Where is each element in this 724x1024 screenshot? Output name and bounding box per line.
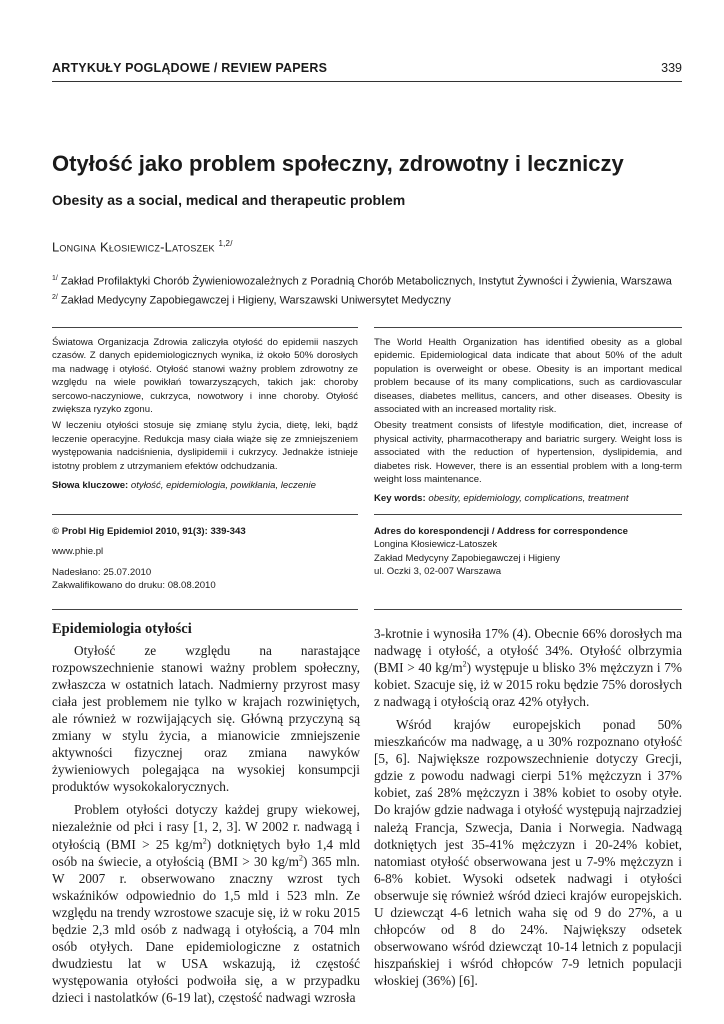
abstract-polish [52, 336, 358, 492]
keywords-pl-values: otyłość, epidemiologia, powikłania, leczenie [130, 480, 316, 492]
body-right-top-rule [374, 609, 682, 610]
body-paragraph-3 [374, 625, 682, 710]
author-name: Longina Kłosiewicz-Latoszek [52, 239, 215, 255]
body-p2-part-c: ) 365 mln. W 2007 r. obserwowano znaczny wzrost tych wskaźników odpowiednio do 1,5 mld i 523 mln. Ze względu na trendy wzrostowe szacuje się, iż w roku 2015 będzie 2,3 mld osób z nadwagą i otyłością, a 704 mln osób otyłych. Dane epidemiologiczne z ostatnich dwudziestu lat w USA wskazują, iż częstość występowania otyłości podwoiła się, a w przypadku dzieci i nastolatków (6-19 lat), częstość nadwagi wzrosła [52, 853, 360, 1005]
author-affiliation-marks: 1,2/ [218, 239, 233, 248]
abstract-pl-paragraph-1: Światowa Organizacja Zdrowia zaliczyła otyłość do epidemii naszych czasów. Z danych epidemiologicznych wynika, iż około 50% dorosłych ma nadwagę i otyłość. Otyłość stanowi ważny problem zdrowotny ze względu na wiele powikłań towarzyszących, takich jak: choroby sercowo-naczyniowe, cukrzyca, nowotwory i inne choroby. Otyłość zwiększa ryzyko zgonu. [52, 337, 358, 416]
abstract-en-paragraph-1: The World Health Organization has identified obesity as a global epidemic. Epidemiological data indicate that about 50% of the adult population is overweight or obese. Obesity is an important medical problem because of its many complications, such as cardiovascular diseases, diabetes mellitus, cancers, and other diseases. Obesity is associated with an increased mortality risk. [374, 337, 682, 416]
body-left-top-rule [52, 609, 358, 610]
header-rule [52, 81, 682, 82]
correspondence-address: ul. Oczki 3, 02-007 Warszawa [374, 566, 502, 578]
body-p2-part-b: ) dotkniętych było 1,4 mld osób na świecie, a otyłością (BMI > 30 kg/m [52, 836, 360, 869]
keywords-en-values: obesity, epidemiology, complications, treatment [428, 493, 629, 505]
abstract-english [374, 336, 682, 506]
affiliation-2-mark: 2/ [52, 293, 58, 301]
superscript-two: 2 [462, 659, 467, 669]
journal-citation: © Probl Hig Epidemiol 2010, 91(3): 339-343 [52, 526, 246, 537]
publication-info [52, 525, 358, 593]
article-subtitle: Obesity as a social, medical and therapeutic problem [52, 192, 406, 208]
keywords-pl-label: Słowa kluczowe: [52, 480, 129, 492]
keywords-en-label: Key words: [374, 493, 426, 505]
meta-right-top-rule [374, 514, 682, 515]
affiliation-1-text: Zakład Profilaktyki Chorób Żywieniowozależnych z Poradnią Chorób Metabolicznych, Instytut Żywności i Żywienia, Warszawa [60, 275, 672, 288]
journal-website[interactable]: www.phie.pl [52, 546, 104, 558]
correspondence-institution: Zakład Medycyny Zapobiegawczej i Higieny [374, 552, 561, 564]
body-paragraph-4: Wśród krajów europejskich ponad 50% mieszkańców ma nadwagę, a u 30% rozpoznano otyłość [5, 6]. Największe rozpowszechnienie dotyczy Grecji, gdzie z powodu nadwagi cierpi 51% mężczyzn i 37% kobiet, zaś 28% mężczyzn i 38% kobiet to osoby otyłe. Do krajów gdzie nadwaga i otyłość występują najrzadziej należą Francja, Szwecja, Dania i Norwegia. Nadwagą dotkniętych jest 35-41% mężczyzn i 20-24% kobiet, natomiast otyłość obserwowana jest u 7-9% mężczyzn i 6-8% kobiet. Wysoki odsetek nadwagi i otyłości obserwuje się również wśród dzieci krajów europejskich. U dziewcząt 4-6 letnich waha się od 9 do 27%, a u chłopców od 8 do 24%. Największy odsetek obserwowano wśród dziewcząt 10-14 letnich z populacji hiszpańskiej i wśród chłopców 7-9 letnich populacji włoskiej (36%) [6]. [374, 717, 682, 988]
affiliations [52, 271, 692, 308]
page-number: 339 [661, 61, 682, 75]
affiliation-1 [52, 271, 692, 290]
affiliation-1-mark: 1/ [52, 275, 58, 282]
abstract-en-top-rule [374, 327, 682, 328]
abstract-pl-top-rule [52, 327, 358, 328]
running-head [52, 61, 682, 81]
affiliation-2-text: Zakład Medycyny Zapobiegawczej i Higieny, Warszawski Uniwersytet Medyczny [60, 294, 451, 307]
author-line [52, 239, 233, 254]
correspondence-title: Adres do korespondencji / Address for correspondence [374, 526, 628, 537]
abstract-en-paragraph-2: Obesity treatment consists of lifestyle modification, diet, increase of physical activity, pharmacotherapy and bariatric surgery. Weight loss is associated with the reduction of hypertension, dyslipidemia, and diabetes risk. However, there is an essential problem with a long-term weight loss maintenance. [374, 420, 682, 486]
body-column-right [374, 625, 682, 995]
body-p3-part-b: ) występuje u blisko 3% mężczyzn i 7% kobiet. Szacuje się, iż w 2015 roku będzie 75% dorosłych z nadwagą i otyłością oraz 42% otyłych. [374, 660, 682, 710]
keywords-en [374, 492, 682, 505]
body-paragraph-1: Otyłość ze względu na narastające rozpowszechnienie stanowi ważny problem społeczny, zwłaszcza w ostatnich latach. Nadmierny przyrost masy ciała jest problemem nie tylko w krajach rozwiniętych, ale również w rozwijających się. Główną przyczyną są zmiany w stylu życia, a mianowicie zmniejszenie aktywności fizycznej oraz zmiana nawyków żywieniowych polegająca na wysokiej konsumpcji produktów wysokokalorycznych. [52, 643, 360, 795]
body-p3-part-a: 3-krotnie i wynosiła 17% (4). Obecnie 66% dorosłych ma nadwagę i otyłość, a otyłość 34%. Otyłość olbrzymia (BMI > 40 kg/m [374, 626, 682, 676]
abstract-pl-paragraph-2: W leczeniu otyłości stosuje się zmianę stylu życia, dietę, leki, bądź leczenie operacyjne. Redukcja masy ciała wiąże się ze zmniejszeniem występowania nadciśnienia, dyslipidemii i cukrzycy. Jednakże istnieje istotny problem z utrzymaniem efektów odchudzania. [52, 420, 358, 472]
superscript-two: 2 [298, 853, 303, 863]
correspondence-info [374, 525, 682, 579]
body-p2-part-a: Problem otyłości dotyczy każdej grupy wiekowej, niezależnie od płci i rasy [1, 2, 3]. W 2002 r. nadwagą i otyłością (BMI > 25 kg/m [52, 802, 360, 852]
superscript-two: 2 [202, 836, 207, 846]
body-paragraph-2 [52, 801, 360, 1006]
keywords-pl [52, 479, 358, 492]
section-heading: Epidemiologia otyłości [52, 621, 192, 637]
accepted-date: Zakwalifikowano do druku: 08.08.2010 [52, 580, 216, 592]
article-title: Otyłość jako problem społeczny, zdrowotny i leczniczy [52, 151, 624, 176]
body-column-left [52, 620, 360, 1012]
correspondence-name: Longina Kłosiewicz-Latoszek [374, 539, 498, 551]
submitted-date: Nadesłano: 25.07.2010 [52, 566, 152, 578]
section-label: ARTYKUŁY POGLĄDOWE / REVIEW PAPERS [52, 61, 328, 75]
affiliation-2 [52, 290, 692, 309]
meta-left-top-rule [52, 514, 358, 515]
